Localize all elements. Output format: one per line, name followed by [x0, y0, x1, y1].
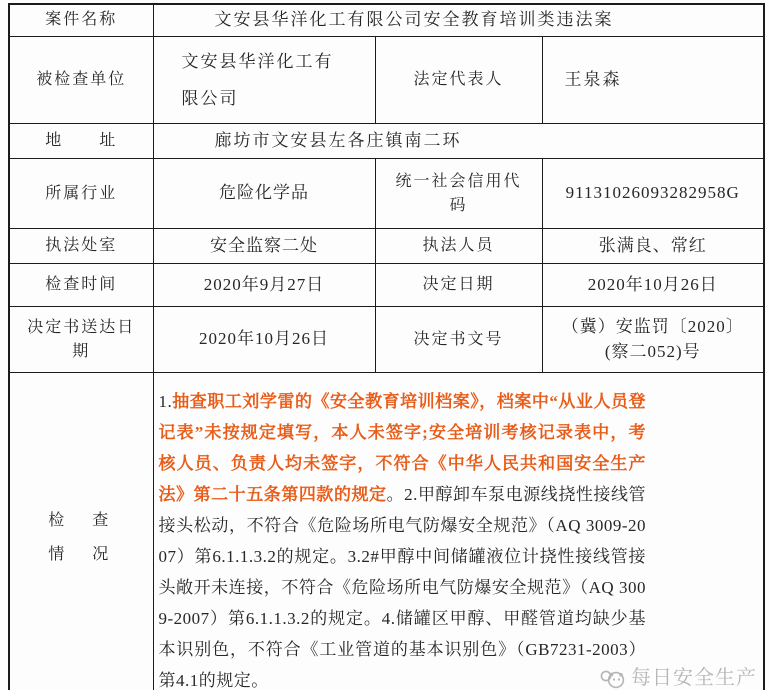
watermark — [599, 663, 757, 690]
delivery-date-label-line2: 期 — [72, 342, 91, 360]
watermark-text: 每日安全生产 — [631, 667, 758, 690]
legal-rep-label: 法定代表人 — [375, 36, 542, 124]
doc-number-line2: (察二052)号 — [604, 341, 701, 361]
inspected-unit-value: 文安县华洋化工有限公司 — [153, 36, 375, 124]
case-info-table — [8, 3, 765, 690]
officers-value: 张满良、常红 — [542, 229, 764, 264]
credit-code-value: 91131026093282958G — [542, 159, 764, 229]
table-row-delivery — [9, 307, 764, 373]
legal-rep-value: 王泉森 — [542, 36, 764, 124]
findings-label — [9, 373, 153, 690]
table-row-inspected-unit — [9, 36, 764, 124]
credit-code-label-line1: 统一社会信用代 — [395, 172, 522, 190]
inspected-unit-label: 被检查单位 — [9, 36, 153, 124]
findings-label-line1: 检 查 — [48, 511, 115, 529]
doc-number-line1: （冀）安监罚〔2020〕 — [561, 317, 744, 337]
case-name-label: 案件名称 — [9, 4, 153, 36]
findings-text-cell — [153, 373, 764, 690]
table-row-findings — [9, 373, 764, 690]
enforcement-office-value: 安全监察二处 — [153, 229, 375, 264]
table-row-address — [9, 124, 764, 159]
officers-label: 执法人员 — [375, 229, 542, 264]
findings-rest-text: 。2.甲醇卸车泵电源线挠性接线管接头松动，不符合《危险场所电气防爆安全规范》（AQ 3009-2007）第6.1.1.3.2的规定。3.2#甲醇中间储罐液位计挠性接线管接头敞开未连接，不符合《危险场所电气防爆安全规范》（AQ 3009-2007）第6.1.1.3.2的规定。4.储罐区甲醇、甲醛管道均缺少基本识别色，不符合《工业管道的基本识别色》（GB7231-2003）第4.1的规定。 — [158, 485, 647, 690]
credit-code-label-line2: 码 — [449, 196, 468, 214]
inspection-date-label: 检查时间 — [9, 264, 153, 307]
industry-value: 危险化学品 — [153, 159, 375, 229]
address-label: 地 址 — [9, 124, 153, 159]
panda-face-icon — [599, 667, 627, 690]
decision-date-value: 2020年10月26日 — [542, 264, 764, 307]
table-row-enforcement-office — [9, 229, 764, 264]
credit-code-label — [375, 159, 542, 229]
address-value: 廊坊市文安县左各庄镇南二环 — [153, 124, 764, 159]
findings-label-line2: 情 况 — [48, 545, 115, 563]
delivery-date-label-line1: 决定书送达日 — [27, 318, 136, 336]
findings-highlighted-text: 抽查职工刘学雷的《安全教育培训档案》，档案中“从业人员登记表”未按规定填写，本人未签字;安全培训考核记录表中，考核人员、负责人均未签字，不符合《中华人民共和国安全生产法》第二十五条第四款的规定 — [158, 392, 647, 505]
decision-date-label: 决定日期 — [375, 264, 542, 307]
table-row-case-name — [9, 4, 764, 36]
doc-number-value — [542, 307, 764, 373]
industry-label: 所属行业 — [9, 159, 153, 229]
table-row-dates — [9, 264, 764, 307]
doc-number-label: 决定书文号 — [375, 307, 542, 373]
delivery-date-value: 2020年10月26日 — [153, 307, 375, 373]
case-name-value: 文安县华洋化工有限公司安全教育培训类违法案 — [153, 4, 764, 36]
findings-item1-number: 1. — [158, 392, 173, 412]
delivery-date-label — [9, 307, 153, 373]
enforcement-office-label: 执法处室 — [9, 229, 153, 264]
table-row-industry — [9, 159, 764, 229]
inspection-date-value: 2020年9月27日 — [153, 264, 375, 307]
